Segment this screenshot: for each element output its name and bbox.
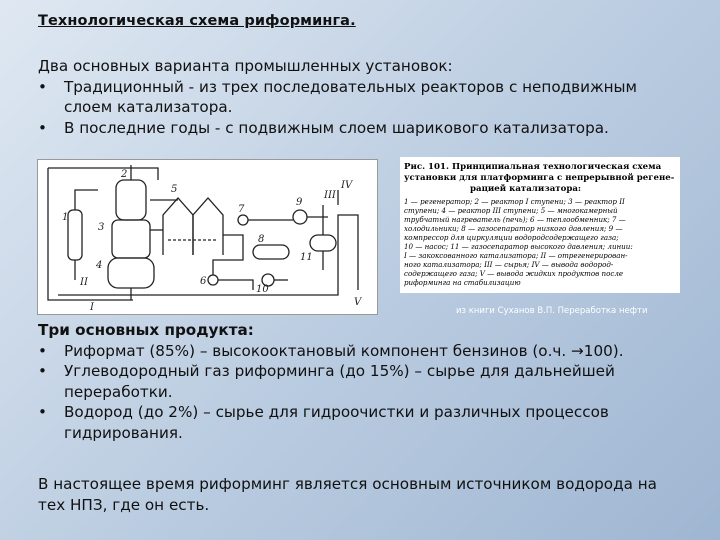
diagram-label: IV bbox=[341, 180, 353, 191]
caption-legend-line: 1 — регенератор; 2 — реактор I ступени; 3 — реактор II bbox=[404, 197, 625, 206]
caption-title-line: рацией катализатора: bbox=[470, 184, 582, 194]
figure-source: из книги Суханов В.П. Переработка нефти bbox=[456, 306, 648, 316]
diagram-label: 1 bbox=[62, 212, 69, 223]
intro-lead: Два основных варианта промышленных установок: bbox=[38, 57, 453, 75]
diagram-label: III bbox=[324, 190, 336, 201]
product-bullet-text: Водород (до 2%) – сырье для гидроочистки и различных процессов гидрирования. bbox=[64, 403, 609, 442]
flow-diagram-drawing bbox=[38, 160, 377, 314]
caption-title-line: Рис. 101. Принципиальная технологическая схема bbox=[404, 162, 662, 172]
caption-legend-line: компрессор для циркуляции водородсодержащего газа; bbox=[404, 233, 619, 242]
caption-legend-line: холодильники; 8 — газосепаратор низкого давления; 9 — bbox=[404, 224, 623, 233]
caption-legend-line: трубчатый нагреватель (печь); 6 — теплообменник; 7 — bbox=[404, 215, 626, 224]
bullet-marker: • bbox=[38, 362, 47, 380]
caption-legend-line: ступени; 4 — реактор III ступени; 5 — многокамерный bbox=[404, 206, 618, 215]
product-bullet bbox=[38, 341, 688, 362]
product-bullet-text: Риформат (85%) – высокооктановый компонент бензинов (о.ч. →100). bbox=[64, 341, 624, 360]
diagram-label: V bbox=[354, 297, 362, 308]
intro-bullet bbox=[38, 77, 688, 118]
caption-legend-line: I — закоксованного катализатора; II — отрегенерирован- bbox=[404, 251, 628, 260]
caption-title-line: установки для платформинга с непрерывной регене- bbox=[404, 173, 675, 183]
figure-caption-scan bbox=[400, 157, 680, 293]
caption-legend-line: содержащего газа; V — вывода жидких продуктов после bbox=[404, 269, 624, 278]
diagram-label: II bbox=[80, 277, 88, 288]
products-heading: Три основных продукта: bbox=[38, 321, 254, 339]
product-bullet bbox=[38, 361, 688, 402]
diagram-label: 9 bbox=[296, 197, 303, 208]
diagram-label: 5 bbox=[171, 184, 178, 195]
caption-legend-line: риформинга на стабилизацию bbox=[404, 278, 521, 287]
process-flow-diagram bbox=[37, 159, 378, 315]
intro-section bbox=[38, 56, 688, 138]
bullet-marker: • bbox=[38, 341, 47, 360]
caption-legend-line: 10 — насос; 11 — газосепаратор высокого давления; линии: bbox=[404, 242, 633, 251]
intro-bullet-text: Традиционный - из трех последовательных реакторов с неподвижным слоем катализатора. bbox=[64, 77, 638, 116]
diagram-label: 4 bbox=[96, 260, 103, 271]
diagram-label: 11 bbox=[300, 252, 313, 263]
product-bullet bbox=[38, 402, 688, 443]
slide-title: Технологическая схема риформинга. bbox=[38, 13, 356, 29]
diagram-label: 6 bbox=[200, 276, 207, 287]
diagram-label: 8 bbox=[258, 234, 265, 245]
bullet-marker: • bbox=[38, 403, 47, 421]
caption-scan-drawing bbox=[400, 157, 680, 293]
diagram-label: 3 bbox=[98, 222, 105, 233]
intro-bullet-text: В последние годы - с подвижным слоем шарикового катализатора. bbox=[64, 118, 609, 137]
products-section bbox=[38, 320, 688, 443]
diagram-label: I bbox=[90, 302, 94, 313]
bullet-marker: • bbox=[38, 118, 47, 137]
diagram-label: 10 bbox=[256, 284, 269, 295]
diagram-label: 2 bbox=[121, 169, 128, 180]
conclusion-text: В настоящее время риформинг является основным источником водорода на тех НПЗ, где он есть. bbox=[38, 475, 657, 514]
intro-bullet bbox=[38, 118, 688, 139]
product-bullet-text: Углеводородный газ риформинга (до 15%) – сырье для дальнейшей переработки. bbox=[64, 362, 615, 401]
diagram-label: 7 bbox=[238, 204, 245, 215]
caption-legend-line: ного катализатора; III — сырья; IV — вывода водород- bbox=[404, 260, 614, 269]
bullet-marker: • bbox=[38, 77, 47, 96]
